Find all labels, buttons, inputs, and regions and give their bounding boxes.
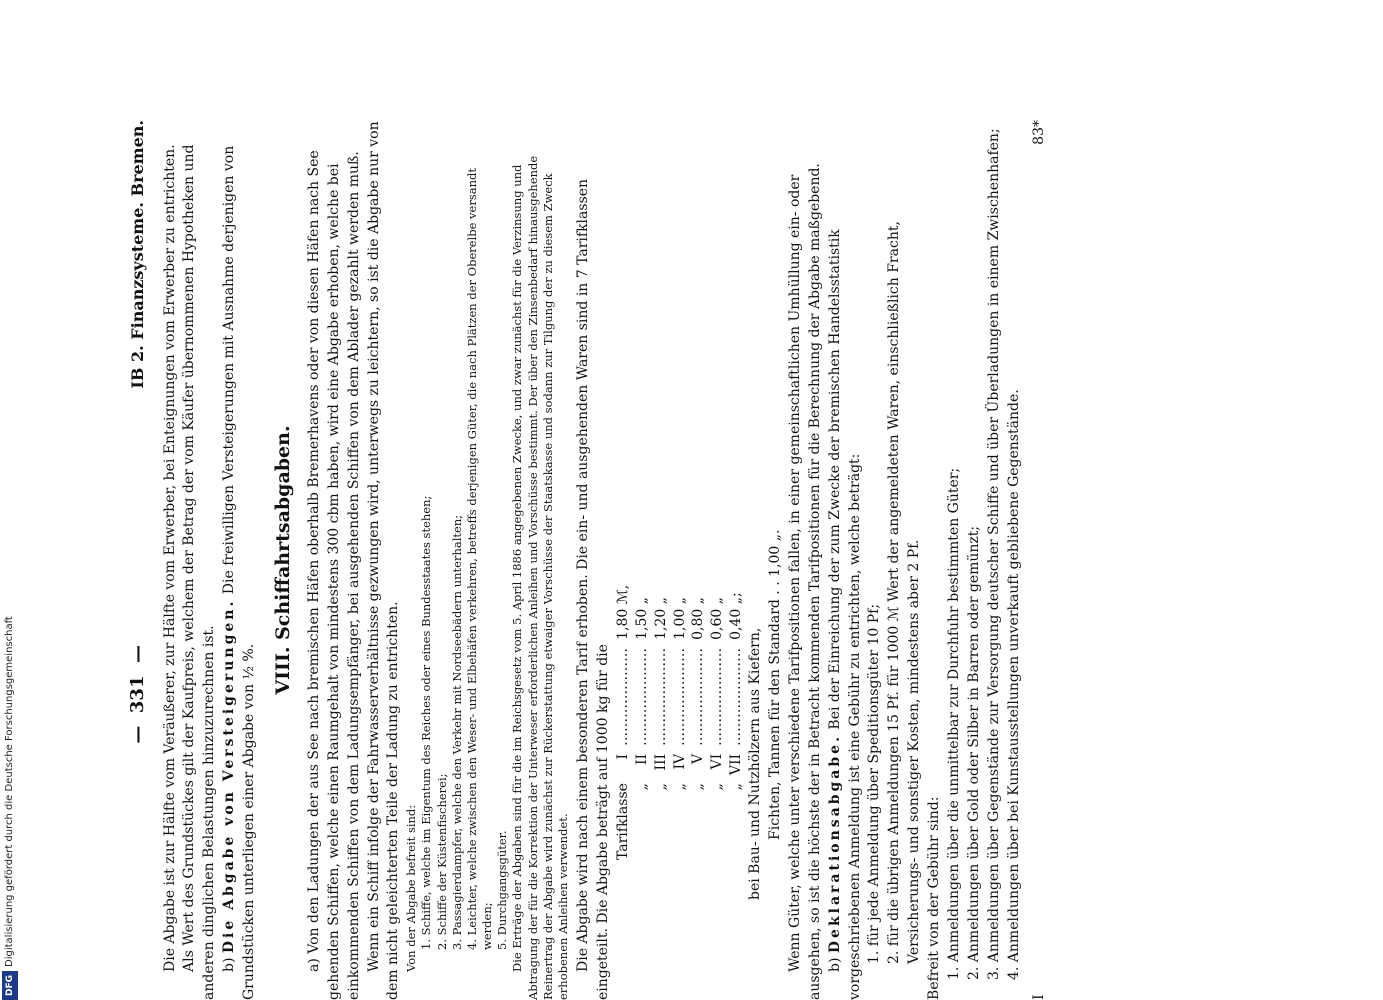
mixed-goods-paragraph: Wenn Güter, welche unter verschiedene Tarifpositionen fallen, in einer gemeinschaftlichen Umhüllung ein- oder ausgehen, so ist die höchste der in Betracht kommenden Tarifpositionen für die Berechnung der Abgabe maßgebend. — [786, 163, 823, 1000]
table-row — [689, 577, 708, 860]
section-title: VIII. Schiffahrtsabgaben. — [271, 425, 294, 695]
tarif-dots: ………………… — [652, 647, 669, 746]
tarif-class: III — [652, 753, 669, 771]
tarif-label: „ — [690, 783, 707, 791]
tarif-intro: Die Abgabe wird nach einem besonderen Tarif erhoben. Die ein- und ausgehenden Waren sind in 7 Tarifklassen eingeteilt. Die Abgabe beträgt auf 1000 kg für die — [575, 178, 612, 1000]
dfg-credit — [0, 610, 20, 1000]
header-dash-left: — — [127, 725, 148, 744]
page-header — [125, 120, 151, 1000]
page-footer — [1030, 120, 1050, 1000]
tarif-dots: ………………… — [690, 647, 707, 746]
free-list — [945, 120, 1025, 1000]
tarif-label: „ — [728, 783, 745, 791]
free-title: Befreit von der Gebühr sind: — [926, 796, 943, 1000]
page-number-block — [125, 389, 151, 1000]
intro-paragraph-3 — [220, 120, 260, 1000]
tarif-class: VI — [709, 753, 726, 770]
running-title: IB 2. Finanzsysteme. Bremen. — [128, 120, 147, 389]
table-row — [614, 577, 633, 860]
tarif-label: „ — [652, 783, 669, 791]
fee-list — [865, 120, 925, 1000]
tarif-value: 1,00 „ — [671, 597, 688, 640]
tarif-label: „ — [709, 783, 726, 791]
list-item: 1. Schiffe, welche im Eigentum des Reiches oder eines Bundesstaates stehen; — [419, 495, 434, 950]
tarif-label: „ — [633, 783, 650, 791]
tarif-dots: ………………… — [709, 647, 726, 746]
spaced-heading: Die Abgabe von Versteigerungen. — [221, 598, 238, 954]
tarif-class: V — [690, 753, 707, 765]
list-item: 5. Durchgangsgüter. — [495, 830, 510, 950]
section-a-paragraph-2: Wenn ein Schiff infolge der Fahrwasserverhältnisse gezwungen wird, unterwegs zu leichtern, so ist die Abgabe nur von dem nicht geleichterten Teile der Ladung zu entrichten. — [365, 121, 402, 1000]
item-marker: b) — [826, 957, 843, 972]
exemption-title: Von der Abgabe befreit sind: — [404, 804, 419, 972]
page-number: 331 — [127, 675, 148, 714]
tarif-label: „ — [671, 783, 688, 791]
tarif-class: II — [633, 753, 650, 765]
tarif-dots: ………………… — [614, 647, 631, 746]
tarif-class: IV — [671, 753, 688, 770]
paragraph-text: Bei der Einreichung der zum Zwecke der bremischen Handelsstatistik vorgeschriebenen Anmeldung ist eine Gebühr zu entrichten, welche beträgt: — [826, 229, 863, 1000]
list-item: 4. Anmeldungen über bei Kunstausstellungen unverkauft gebliebene Gegenstände. — [1005, 389, 1022, 980]
tarif-value: 0,40 „; — [728, 592, 745, 640]
sheet-mark: 83* — [1031, 120, 1048, 145]
tarif-dots: ………………… — [728, 647, 745, 746]
exemption-list — [419, 120, 510, 1000]
spaced-heading: Deklarationsabgabe. — [826, 734, 843, 954]
tarif-value: 1,20 „ — [652, 597, 669, 640]
list-item: 3. Anmeldungen über Gegenstände zur Versorgung deutscher Schiffe und über Überladungen in einem Zwischenhafen; — [985, 128, 1002, 980]
list-item: 2. für die übrigen Anmeldungen 15 Pf. für 1000 ℳ Wert der angemeldeten Waren, einschließlich Fracht, Versicherungs- und sonstiger Kosten, mindestens aber 2 Pf. — [886, 221, 923, 964]
tarif-extra-2: Fichten, Tannen für den Standard . . 1,00 „. — [767, 529, 784, 840]
signature-mark: I — [1031, 994, 1048, 1000]
tarif-dots: ………………… — [671, 647, 688, 746]
header-dash-right: — — [127, 644, 148, 663]
intro-paragraph-2: Als Wert des Grundstückes gilt der Kaufpreis, welchem der Betrag der vom Käufer übernommenen Hypotheken und anderen dinglichen Belastungen hinzuzurechnen ist. — [181, 144, 218, 1000]
exemption-block — [404, 120, 571, 1000]
tarif-value: 0,80 „ — [690, 597, 707, 640]
tarif-value: 1,80 ℳ, — [614, 584, 631, 640]
document-page — [125, 120, 1285, 1000]
tarif-table — [614, 577, 746, 860]
tarif-value: 1,50 „ — [633, 597, 650, 640]
table-row — [652, 577, 671, 860]
table-row — [671, 577, 690, 860]
intro-paragraph-1: Die Abgabe ist zur Hälfte vom Veräußerer, zur Hälfte vom Erwerber, bei Enteignungen vom Erwerber zu entrichten. — [161, 144, 178, 972]
paragraph-text: Die freiwilligen Versteigerungen mit Ausnahme derjenigen von Grundstücken unterliegen einer Abgabe von ½ %. — [221, 145, 258, 1000]
tarif-label: Tarifklasse — [614, 783, 631, 860]
list-item: 2. Anmeldungen über Gold oder Silber in Barren oder gemünzt; — [965, 525, 982, 980]
section-b-paragraph — [826, 120, 866, 1000]
list-item: 2. Schiffe der Küstenfischerei; — [434, 773, 449, 950]
item-marker: b) — [221, 957, 238, 972]
section-a-paragraph: a) Von den Ladungen der aus See nach bremischen Häfen oberhalb Bremerhavens oder von diesen Häfen nach See gehenden Schiffen, welche einen Raumgehalt von mindestens 300 cbm haben, wird eine Abgabe erhoben, welche bei einkommenden Schiffen von dem Ladungsempfänger, bei ausgehenden Schiffen von dem Ablader gezahlt werden muß. — [305, 150, 362, 1000]
list-item: 1. für jede Anmeldung über Speditionsgüter 10 Pf; — [866, 603, 883, 964]
list-item: 1. Anmeldungen über die unmittelbar zur Durchfuhr bestimmten Güter; — [945, 467, 962, 980]
tarif-value: 0,60 „ — [709, 597, 726, 640]
credit-text: Digitalisierung gefördert durch die Deutsche Forschungsgemeinschaft — [4, 616, 15, 967]
tarif-extra-1: bei Bau- und Nutzhölzern aus Kiefern, — [747, 627, 764, 900]
list-item: 4. Leichter, welche zwischen den Weser- und Elbehäfen verkehren, betreffs derjenigen Güter, die nach Plätzen der Oberelbe versandt werden; — [464, 167, 495, 950]
table-row — [708, 577, 727, 860]
table-row — [727, 577, 746, 860]
dfg-logo-icon: DFG — [2, 971, 18, 1000]
tarif-dots: ………………… — [633, 647, 650, 746]
revenue-note: Die Erträge der Abgaben sind für die im Reichsgesetz vom 5. April 1886 angegebenen Zwecke, und zwar zunächst für die Verzinsung und Abtragung der für die Korrektion der Unterweser erforderlichen Anleihen und Vorschüsse bestimmt. Der über den Zinsenbedarf hinausgehende Reinertrag der Abgabe wird zunächst zur Rückerstattung etwaiger Vorschüsse der Staatskasse und sodann zur Tilgung der zu diesem Zweck erhobenen Anleihen verwendet. — [510, 155, 570, 1000]
tarif-class: I — [614, 753, 631, 760]
list-item: 3. Passagierdampfer, welche den Verkehr mit Nordseebädern unterhalten; — [449, 514, 464, 950]
tarif-class: VII — [728, 753, 745, 776]
table-row — [633, 577, 652, 860]
